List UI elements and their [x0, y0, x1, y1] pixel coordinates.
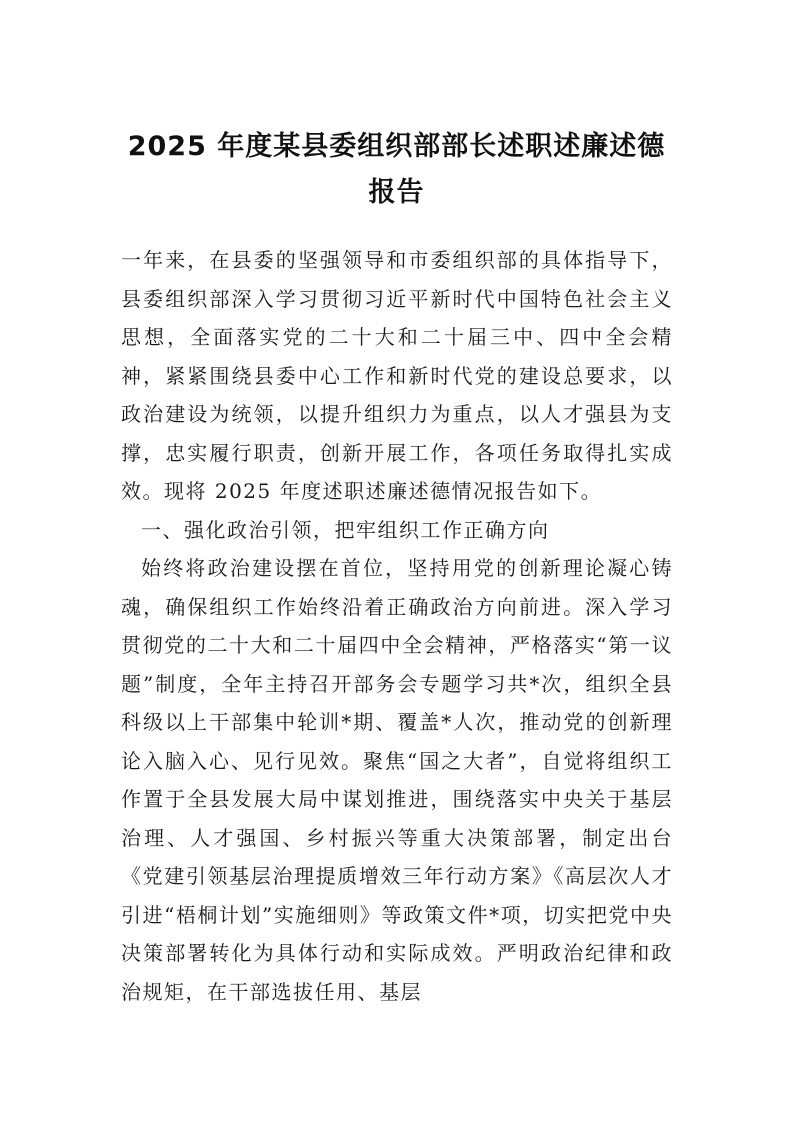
intro-paragraph: 一年来，在县委的坚强领导和市委组织部的具体指导下，县委组织部深入学习贯彻习近平新时代中国特色社会主义思想，全面落实党的二十大和二十届三中、四中全会精神，紧紧围绕县委中心工作和新时代党的建设总要求，以政治建设为统领，以提升组织力为重点，以人才强县为支撑，忠实履行职责，创新开展工作，各项任务取得扎实成效。现将 2025 年度述职述廉述德情况报告如下。 — [121, 248, 673, 503]
document-body — [121, 241, 673, 1011]
section-1-heading: 一、强化政治引领，把牢组织工作正确方向 — [141, 517, 550, 542]
document-title-line2: 报告 — [368, 177, 425, 208]
section-1-paragraph: 始终将政治建设摆在首位，坚持用党的创新理论凝心铸魂，确保组织工作始终沿着正确政治方向前进。深入学习贯彻党的二十大和二十届四中全会精神，严格落实“第一议题”制度，全年主持召开部务会专题学习共*次，组织全县科级以上干部集中轮训*期、覆盖*人次，推动党的创新理论入脑入心、见行见效。聚焦“国之大者”，自觉将组织工作置于全县发展大局中谋划推进，围绕落实中央关于基层治理、人才强国、乡村振兴等重大决策部署，制定出台《党建引领基层治理提质增效三年行动方案》《高层次人才引进“梧桐计划”实施细则》等政策文件*项，切实把党中央决策部署转化为具体行动和实际成效。严明政治纪律和政治规矩，在干部选拔任用、基层 — [121, 556, 673, 1004]
document-title-line1: 2025 年度某县委组织部部长述职述廉述德 — [127, 131, 666, 162]
